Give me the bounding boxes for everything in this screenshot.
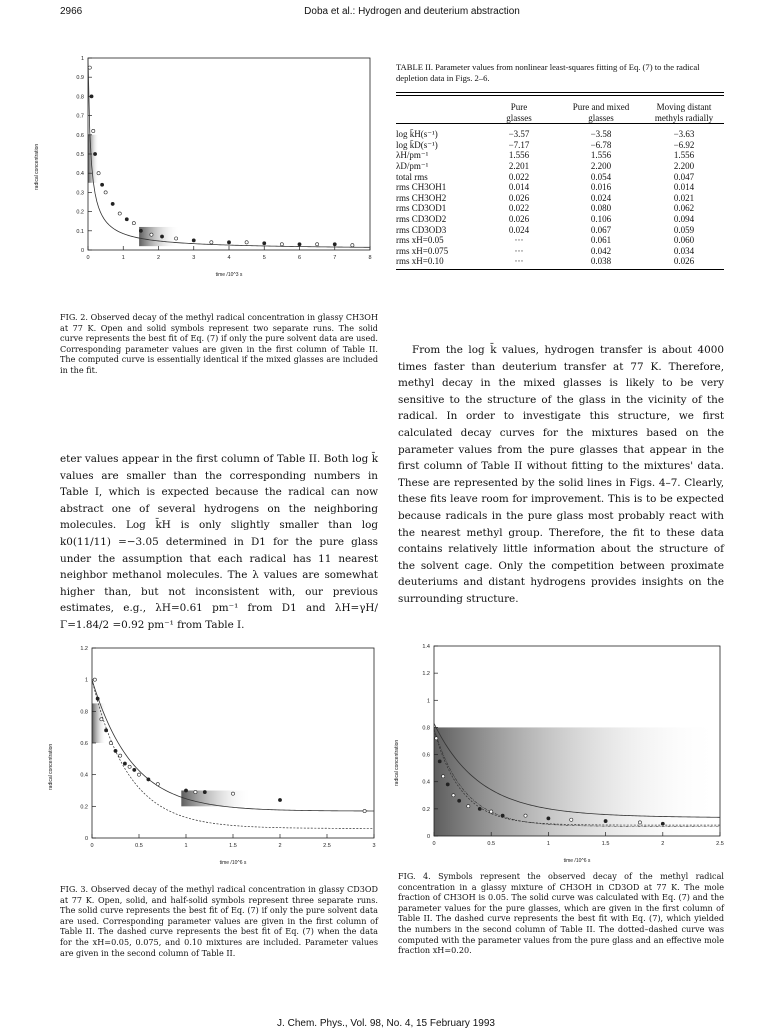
data-point [118, 212, 121, 215]
data-point [203, 790, 206, 793]
table-2-body [396, 124, 724, 267]
table-2-grid [396, 102, 724, 267]
row-label: log k̄H(s⁻¹) [396, 129, 438, 140]
data-point [478, 807, 481, 810]
data-point [147, 778, 150, 781]
cell-value: 0.061 [590, 235, 612, 246]
cell-value: 0.026 [508, 213, 530, 224]
table-row [396, 225, 724, 236]
scan-shade [88, 135, 99, 183]
col-head-mixed: Pure and mixed glasses [572, 102, 630, 123]
figure-4 [394, 640, 728, 864]
y-tick-label: 0.2 [422, 806, 430, 813]
data-point [604, 819, 607, 822]
y-tick-label: 1 [426, 698, 430, 705]
table-row [396, 203, 724, 214]
data-point [298, 243, 301, 246]
cell-value: 0.026 [673, 256, 695, 267]
fig3-plot [56, 642, 382, 868]
cell-value: 0.034 [673, 245, 695, 256]
row-label: rms CD3OD3 [396, 224, 447, 235]
x-tick-label: 1.5 [229, 843, 237, 849]
y-tick-label: 0.9 [76, 75, 84, 82]
plot-frame [92, 648, 374, 838]
data-point [438, 760, 441, 763]
table-row [396, 214, 724, 225]
table-row [396, 182, 724, 193]
cell-value: 0.038 [590, 256, 612, 267]
y-tick-label: 0.8 [422, 725, 430, 732]
data-point [92, 129, 95, 132]
plot-frame [88, 58, 370, 250]
table-row [396, 235, 724, 246]
fig4-ylabel: radical concentration [394, 739, 400, 786]
row-label: rms xH=0.10 [396, 256, 444, 267]
x-tick-label: 1.5 [601, 841, 610, 847]
data-point [175, 237, 178, 240]
journal-footer: J. Chem. Phys., Vol. 98, No. 4, 15 February 1993 [277, 1018, 495, 1029]
data-point [139, 229, 142, 232]
cell-value: −7.17 [508, 139, 530, 150]
y-tick-label: 0.8 [80, 709, 88, 716]
y-tick-label: 0.4 [80, 772, 88, 779]
cell-value: −6.78 [590, 139, 612, 150]
y-tick-label: 0.5 [76, 152, 84, 158]
data-point [137, 773, 140, 776]
data-point [661, 822, 664, 825]
fig3-ylabel: radical concentration [48, 743, 54, 790]
table-2-title: TABLE II. Parameter values from nonlinear least-squares fitting of Eq. (7) to the radical depletion data in Figs. 2–6. [396, 62, 700, 83]
y-tick-label: 0.3 [76, 190, 84, 197]
data-point [227, 241, 230, 244]
cell-value: 0.022 [508, 203, 530, 214]
fig4-caption: FIG. 4. Symbols represent the observed decay of the methyl radical concentration in a glassy mixture of CH3OH in CD3OD at 77 K. The mole fraction of CH3OH is 0.05. The solid curve was calculated with Eq. (7) and the parameter values for the pure glasses, which are given in the first column of Table II. The dashed curve represents the best fit with Eq. (7), which yielded the numbers in the second column of Table II. The dotted–dashed curve was computed with the parameter values from the pure glass and an effective mole fraction xH=0.20. [398, 871, 724, 956]
table-row [396, 129, 724, 140]
row-label: total rms [396, 171, 428, 182]
x-tick-label: 2 [156, 255, 161, 261]
fig3-caption: FIG. 3. Observed decay of the methyl radical concentration in glassy CD3OD at 77 K. Open, solid, and half-solid symbols represent three separate runs. The solid curve represents the best fit of Eq. (7) if only the pure solvent data are used. Corresponding parameter values are given in the first column of Table II. The dashed curve represents the best fit of Eq. (7) when the data for the xH=0.05, 0.075, and 0.10 mixtures are included. Parameter values are given in the second column of Table II. [60, 884, 378, 958]
data-point [119, 754, 122, 757]
data-point [452, 794, 455, 797]
y-tick-label: 0.6 [80, 741, 88, 747]
y-tick-label: 1 [80, 56, 84, 62]
cell-value: 0.014 [673, 182, 695, 193]
x-tick-label: 2.5 [323, 843, 331, 849]
data-point [501, 814, 504, 817]
cell-value: 2.200 [590, 160, 612, 171]
scan-shade [181, 791, 252, 807]
table-row [396, 246, 724, 257]
fit-curve-solid [88, 58, 370, 247]
data-point [638, 821, 641, 824]
cell-value: 0.106 [590, 213, 612, 224]
table-row [396, 150, 724, 161]
x-axis-label: time /10^6 s [563, 858, 591, 864]
cell-value: −3.57 [508, 129, 530, 140]
data-point [263, 242, 266, 245]
x-tick-label: 5 [262, 255, 266, 261]
data-point [547, 817, 550, 820]
cell-value: −3.63 [673, 129, 695, 140]
cell-value: 0.021 [673, 192, 695, 203]
data-point [194, 790, 197, 793]
cell-value: 0.042 [590, 245, 612, 256]
x-tick-label: 1 [546, 841, 550, 847]
data-point [446, 783, 449, 786]
table-row [396, 140, 724, 151]
y-tick-label: 0.4 [422, 779, 430, 786]
left-paragraph: eter values appear in the first column of Table II. Both log k̄ values are smaller than the corresponding numbers in Table I, which is expected because the radical can now abstract one of several hydrogens on the neighboring molecules. Log k̄H is only slightly smaller than log k0(11/11) =−3.05 determined in D1 for the pure glass under the assumption that each radical has 11 nearest neighbor methanol molecules. The λ values are somewhat higher than, but not inconsistent with, our previous estimates, e.g., λH=0.61 pm⁻¹ from D1 and λH=γH/Γ=1.84/2 =0.92 pm⁻¹ from Table I. [60, 453, 378, 631]
row-label: rms CH3OH1 [396, 182, 447, 193]
data-point [123, 762, 126, 765]
figure-2 [52, 54, 378, 290]
cell-value: −3.58 [590, 129, 612, 140]
x-tick-label: 0 [432, 841, 436, 847]
cell-value: 0.024 [590, 192, 612, 203]
data-point [435, 737, 438, 740]
cell-value: 0.047 [673, 171, 695, 182]
data-point [132, 222, 135, 225]
scan-shade [434, 727, 720, 836]
row-label: λD/pm⁻¹ [396, 160, 429, 171]
page-number: 2966 [60, 6, 83, 17]
data-point [458, 799, 461, 802]
y-tick-label: 0 [84, 836, 88, 842]
cell-value: ··· [514, 235, 524, 246]
y-tick-label: 1.2 [422, 671, 430, 678]
data-point [231, 792, 234, 795]
cell-value: ··· [514, 245, 524, 256]
x-tick-label: 1 [121, 255, 125, 261]
row-label: rms CD3OD1 [396, 203, 447, 214]
x-tick-label: 0 [90, 843, 94, 849]
table-row [396, 172, 724, 183]
data-point [96, 697, 99, 700]
y-tick-label: 0.4 [76, 171, 84, 178]
cell-value: 2.201 [508, 160, 530, 171]
row-label: rms xH=0.05 [396, 235, 444, 246]
cell-value: 1.556 [673, 150, 695, 161]
data-point [363, 809, 366, 812]
data-point [100, 718, 103, 721]
data-point [109, 741, 112, 744]
x-axis-label: time /10^3 s [215, 272, 243, 278]
data-point [442, 775, 445, 778]
row-label: λH/pm⁻¹ [396, 150, 429, 161]
y-tick-label: 0.7 [76, 113, 84, 120]
x-axis-label: time /10^6 s [219, 860, 247, 866]
cell-value: 0.059 [673, 224, 695, 235]
data-point [105, 729, 108, 732]
data-point [280, 243, 283, 246]
x-tick-label: 0.5 [487, 841, 496, 847]
data-point [111, 202, 114, 205]
data-point [93, 152, 96, 155]
table-2 [396, 62, 724, 270]
data-point [90, 95, 93, 98]
table-row [396, 256, 724, 267]
y-tick-label: 0.2 [80, 804, 88, 811]
data-point [184, 789, 187, 792]
cell-value: 0.016 [590, 182, 612, 193]
x-tick-label: 2 [661, 841, 665, 847]
fig2-plot [52, 54, 378, 290]
x-tick-label: 2 [278, 843, 282, 849]
data-point [88, 66, 91, 69]
data-point [316, 243, 319, 246]
data-point [156, 783, 159, 786]
col-head-pure: Pure glasses [506, 102, 532, 123]
cell-value: 0.060 [673, 235, 695, 246]
y-tick-label: 0.8 [76, 94, 84, 101]
x-tick-label: 2.5 [716, 841, 724, 847]
data-point [524, 814, 527, 817]
y-tick-label: 0 [80, 248, 84, 254]
fig2-ylabel: radical concentration [34, 143, 40, 190]
y-tick-label: 0.6 [76, 132, 84, 139]
scan-shade [139, 227, 180, 246]
cell-value: 0.022 [508, 171, 530, 182]
row-label: rms xH=0.075 [396, 245, 449, 256]
data-point [93, 678, 96, 681]
x-tick-label: 6 [297, 255, 302, 261]
right-paragraph: From the log k̄ values, hydrogen transfer is about 4000 times faster than deuterium transfer at 77 K. Therefore, methyl decay in the mixed glasses is likely to be very sensitive to the structure of the glass in the vicinity of the radical. In order to investigate this structure, we first calculated decay curves for the mixtures based on the parameter values from the pure glasses that appear in the first column of Table II without fitting to the mixtures' data. These are represented by the solid lines in Figs. 4–7. Clearly, these fits leave room for improvement. This is to be expected because radicals in the pure glass most probably react with the nearest methyl group. Therefore, the fit to these data contains relatively little information about the structure of the solvent cage. Only the competition between proximate deuteriums and distant hydrogens provides insights on the surrounding structure. [398, 344, 724, 605]
data-point [467, 805, 470, 808]
data-point [128, 765, 131, 768]
data-point [245, 241, 248, 244]
col-head-moving: Moving distant methyls radially [654, 102, 714, 123]
cell-value: 0.094 [673, 213, 695, 224]
data-point [160, 235, 163, 238]
cell-value: 0.067 [590, 224, 612, 235]
scan-shade [92, 703, 106, 743]
y-tick-label: 0 [426, 834, 430, 840]
data-point [490, 810, 493, 813]
x-tick-label: 7 [333, 255, 337, 261]
cell-value: 1.556 [508, 150, 530, 161]
running-title: Doba et al.: Hydrogen and deuterium abstraction [304, 6, 520, 17]
cell-value: 0.054 [590, 171, 612, 182]
y-tick-label: 0.1 [76, 228, 84, 235]
table-row [396, 193, 724, 204]
cell-value: 0.024 [508, 224, 530, 235]
data-point [133, 768, 136, 771]
cell-value: 0.014 [508, 182, 530, 193]
data-point [114, 749, 117, 752]
figure-3 [56, 642, 382, 868]
row-label: rms CD3OD2 [396, 213, 447, 224]
x-tick-label: 8 [368, 255, 372, 261]
data-point [570, 818, 573, 821]
y-tick-label: 0.2 [76, 209, 84, 216]
data-point [104, 191, 107, 194]
cell-value: 0.080 [590, 203, 612, 214]
y-tick-label: 0.6 [422, 752, 430, 759]
fig4-plot [394, 640, 728, 864]
cell-value: 0.062 [673, 203, 695, 214]
x-tick-label: 3 [372, 843, 376, 849]
row-label: rms CH3OH2 [396, 192, 447, 203]
data-point [101, 183, 104, 186]
y-tick-label: 1.2 [80, 646, 88, 652]
table-row [396, 161, 724, 172]
x-tick-label: 4 [227, 255, 231, 261]
row-label: log k̄D(s⁻¹) [396, 139, 438, 150]
x-tick-label: 1 [184, 843, 188, 849]
x-tick-label: 3 [192, 255, 196, 261]
cell-value: 1.556 [590, 150, 612, 161]
data-point [97, 172, 100, 175]
x-tick-label: 0.5 [135, 843, 143, 849]
fig2-caption: FIG. 2. Observed decay of the methyl radical concentration in glassy CH3OH at 77 K. Open and solid symbols represent two separate runs. The solid curve represents the best fit of Eq. (7) if only the pure solvent data are used. Corresponding parameter values are given in the first column of Table II. The computed curve is essentially identical if the mixed glasses are included in the fit. [60, 312, 378, 375]
cell-value: 0.026 [508, 192, 530, 203]
data-point [125, 218, 128, 221]
data-point [210, 241, 213, 244]
data-point [192, 239, 195, 242]
y-tick-label: 1 [84, 677, 88, 684]
y-tick-label: 1.4 [422, 644, 430, 650]
x-tick-label: 0 [86, 255, 90, 261]
data-point [351, 244, 354, 247]
data-point [333, 243, 336, 246]
cell-value: ··· [514, 256, 524, 267]
cell-value: 2.200 [673, 160, 695, 171]
data-point [278, 798, 281, 801]
cell-value: −6.92 [673, 139, 695, 150]
data-point [150, 233, 153, 236]
